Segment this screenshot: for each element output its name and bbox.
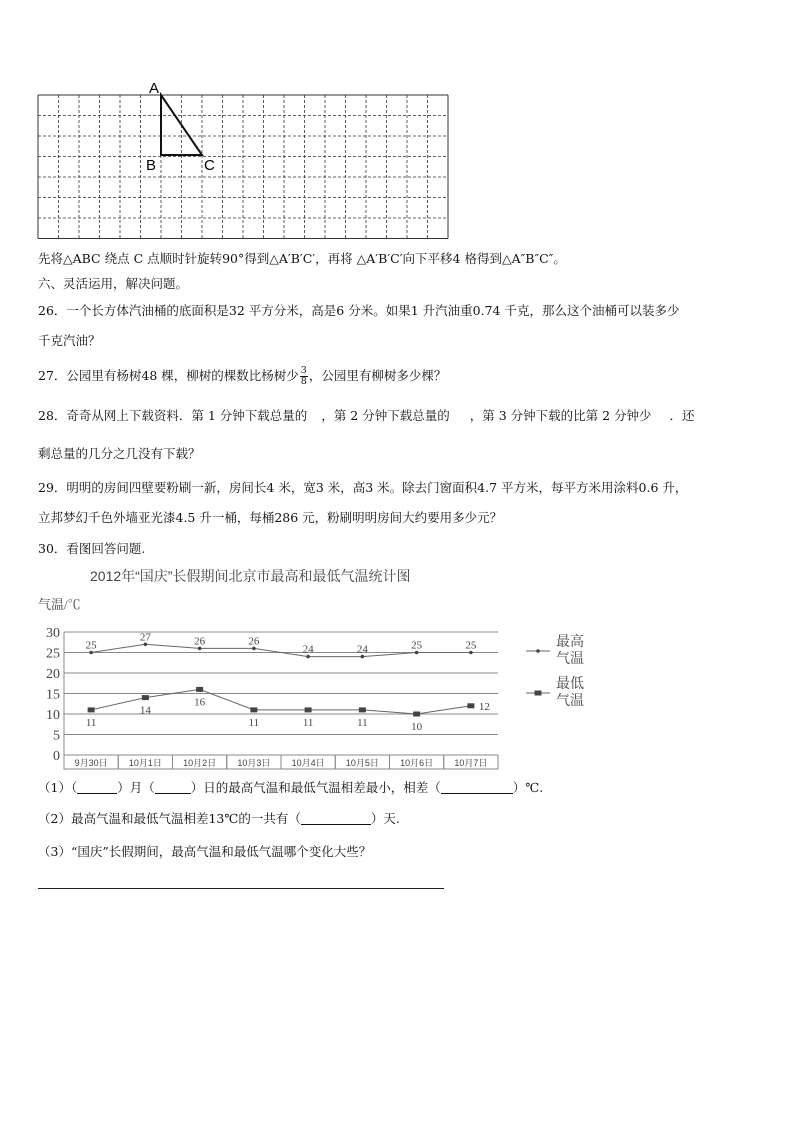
sub2-text-b: ）天. [370, 811, 400, 826]
question-29-line1: 29．明明的房间四壁要粉刷一新，房间长4 米，宽3 米，高3 米。除去门窗面积4.7 平方米，每平方米用涂料0.6 升， [38, 480, 688, 495]
data-label-low: 11 [357, 716, 368, 729]
data-label-high: 25 [411, 639, 423, 652]
question-30-sub3: （3）“国庆”长假期间，最高气温和最低气温哪个变化大些？ [38, 844, 372, 859]
y-tick-label: 15 [46, 687, 60, 703]
question-27 [38, 365, 446, 387]
x-tick-label: 10月6日 [400, 758, 434, 768]
legend-label: 气温 [556, 652, 584, 667]
y-tick-label: 25 [46, 646, 60, 662]
answer-line[interactable] [38, 888, 444, 889]
point-a-label: A [149, 80, 160, 97]
x-tick-label: 9月30日 [74, 758, 108, 768]
sub1-text-b: ）月（ [117, 780, 155, 795]
legend-label: 最低 [556, 677, 584, 692]
sub1-text-c: ）日的最高气温和最低气温相差最小，相差（ [190, 780, 441, 795]
x-tick-label: 10月4日 [291, 758, 325, 768]
sub2-text-a: （2）最高气温和最低气温相差13℃的一共有（ [38, 811, 301, 826]
data-point-low [359, 707, 366, 712]
data-label-high: 25 [465, 639, 477, 652]
chart-body [46, 626, 584, 769]
y-tick-label: 30 [46, 626, 60, 641]
x-tick-label: 10月2日 [183, 758, 217, 768]
question-28-part2: ，第 2 分钟下载总量的 [321, 408, 450, 423]
data-label-low: 11 [85, 716, 97, 729]
chart-y-axis-label: 气温/℃ [38, 597, 81, 612]
data-label-low: 16 [194, 696, 206, 709]
data-label-high: 27 [139, 631, 151, 644]
data-label-low: 11 [248, 716, 260, 729]
x-tick-label: 10月3日 [237, 758, 271, 768]
question-27-text-after: ，公园里有柳树多少棵？ [308, 368, 447, 383]
data-label-high: 26 [194, 635, 206, 648]
answer-blank-day[interactable] [155, 781, 191, 794]
data-point-low [142, 695, 149, 700]
data-label-low: 12 [478, 700, 490, 713]
data-label-high: 24 [302, 643, 314, 656]
data-label-low: 14 [139, 704, 151, 717]
question-28-line1 [38, 408, 695, 424]
section-heading: 六、灵活运用，解决问题。 [38, 276, 189, 291]
answer-blank-days[interactable] [301, 812, 371, 825]
data-point-low [88, 707, 95, 712]
question-26-line1: 26．一个长方体汽油桶的底面积是32 平方分米，高是6 分米。如果1 升汽油重0.74 千克，那么这个油桶可以装多少 [38, 303, 680, 318]
grid-caption: 先将△ABC 绕点 C 点顺时针旋转90°得到△A′B′C′，再将 △A′B′C′向下平移4 格得到△A″B″C″。 [38, 251, 566, 266]
data-label-high: 26 [248, 635, 260, 648]
answer-blank-difference[interactable] [441, 781, 513, 794]
sub1-text-d: ）℃. [512, 780, 544, 795]
x-tick-label: 10月5日 [345, 758, 379, 768]
legend-label: 最高 [556, 635, 584, 650]
data-point-low [196, 687, 203, 692]
data-point-low [250, 707, 257, 712]
fraction-denominator: 8 [300, 376, 307, 387]
sub1-text-a: （1）（ [38, 780, 78, 795]
data-label-low: 11 [302, 716, 314, 729]
question-30-sub2 [38, 811, 400, 827]
question-26-line2: 千克汽油？ [38, 333, 101, 348]
grid-lines [38, 95, 448, 239]
question-29-line2: 立邦梦幻千色外墙亚光漆4.5 升一桶，每桶286 元，粉刷明明房间大约要用多少元？ [38, 510, 503, 525]
legend-label: 气温 [556, 694, 584, 709]
legend-marker-square [535, 691, 542, 696]
point-c-label: C [204, 157, 215, 174]
temperature-chart [32, 563, 592, 773]
y-tick-label: 0 [53, 749, 60, 764]
data-label-low: 10 [411, 721, 423, 733]
data-label-high: 24 [356, 643, 368, 656]
question-27-text-before: 27．公园里有杨树48 棵，柳树的棵数比杨树少 [38, 368, 299, 383]
legend-marker-dot [536, 649, 540, 653]
fraction-3-8 [300, 366, 308, 387]
data-point-low [305, 707, 312, 712]
question-30-sub1 [38, 780, 543, 796]
chart-title: 2012年“国庆”长假期间北京市最高和最低气温统计图 [90, 568, 411, 584]
y-tick-label: 10 [46, 708, 60, 723]
grid-figure [30, 80, 460, 240]
data-point-low [467, 703, 474, 708]
fraction-numerator: 3 [300, 365, 307, 376]
x-tick-label: 10月1日 [128, 758, 162, 768]
question-28-line2: 剩总量的几分之几没有下载？ [38, 446, 201, 461]
data-point-low [413, 712, 420, 717]
point-b-label: B [146, 157, 157, 174]
question-30-intro: 30．看图回答问题. [38, 541, 146, 556]
y-tick-label: 5 [53, 728, 60, 744]
question-28-part4: ．还 [669, 408, 695, 423]
question-28-part3: ，第 3 分钟下载的比第 2 分钟少 [469, 408, 652, 423]
y-tick-label: 20 [46, 667, 60, 682]
data-label-high: 25 [85, 639, 97, 652]
question-28-part1: 28．奇奇从网上下载资料．第 1 分钟下载总量的 [38, 408, 308, 423]
x-tick-label: 10月7日 [454, 758, 488, 768]
answer-blank-month[interactable] [77, 781, 117, 794]
